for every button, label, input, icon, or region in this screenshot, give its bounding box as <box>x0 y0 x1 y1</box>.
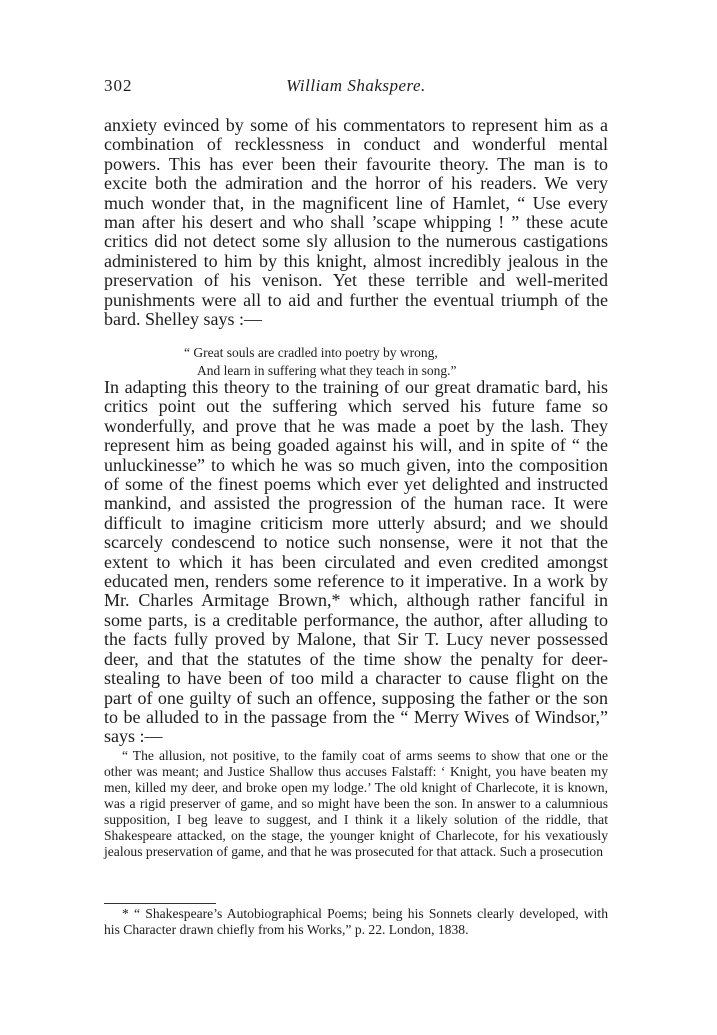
block-quotation: “ The allusion, not positive, to the family coat of arms seems to show that one or the other was meant; and Justice Shallow thus accuses Falstaff: ‘ Knight, you have beaten my men, killed my deer, and broke open my lodge.’ The old knight of Charlecote, it is known, was a rigid preserver of game, and so might have been the son. In answer to a calumnious supposition, I beg leave to suggest, and I think it a likely solution of the riddle, that Shakespeare attacked, on the stage, the younger knight of Charlecote, for his vexatiously jealous preservation of game, and that he was prosecuted for that attack. Such a prosecution <box>104 748 608 859</box>
body-paragraph-2: In adapting this theory to the training of our great dramatic bard, his critics point out the suffering which served his future fame so wonderfully, and prove that he was made a poet by the lash. They represent him as being goaded against his will, and in spite of “ the unluckinesse” to which he was so much given, into the composition of some of the finest poems which ever yet delighted and instructed mankind, and assisted the progression of the human race. It were difficult to imagine criticism more utterly absurd; and we should scarcely condescend to notice such nonsense, were it not that the extent to which it has been circulated and even credited amongst educated men, renders some reference to it imperative. In a work by Mr. Charles Armitage Brown,* which, although rather fanciful in some parts, is a creditable performance, the author, after alluding to the facts fully proved by Malone, that Sir T. Lucy never possessed deer, and that the statutes of the time show the penalty for deer-stealing to have been of too mild a character to cause flight on the part of one guilty of such an offence, supposing the father or the son to be alluded to in the passage from the “ Merry Wives of Windsor,” says :— <box>104 377 608 747</box>
page-number: 302 <box>104 76 133 95</box>
footnote: * “ Shakespeare’s Autobiographical Poems; being his Sonnets clearly developed, with his Character drawn chiefly from his Works,” p. 22. London, 1838. <box>104 906 608 937</box>
running-title: William Shakspere. <box>286 76 426 95</box>
verse-line-1: “ Great souls are cradled into poetry by wrong, <box>184 345 438 360</box>
page-header <box>104 76 608 100</box>
verse-quotation <box>184 344 457 380</box>
verse-line-2: And learn in suffering what they teach in song.” <box>197 363 457 378</box>
footnote-rule <box>104 903 216 904</box>
body-paragraph-1: anxiety evinced by some of his commentators to represent him as a combination of recklessness in conduct and wonderful mental powers. This has ever been their favourite theory. The man is to excite both the admiration and the horror of his readers. We very much wonder that, in the magnificent line of Hamlet, “ Use every man after his desert and who shall ’scape whipping ! ” these acute critics did not detect some sly allusion to the numerous castigations administered to him by this knight, almost incredibly jealous in the preservation of his venison. Yet these terrible and well-merited punishments were all to aid and further the eventual triumph of the bard. Shelley says :— <box>104 115 608 330</box>
